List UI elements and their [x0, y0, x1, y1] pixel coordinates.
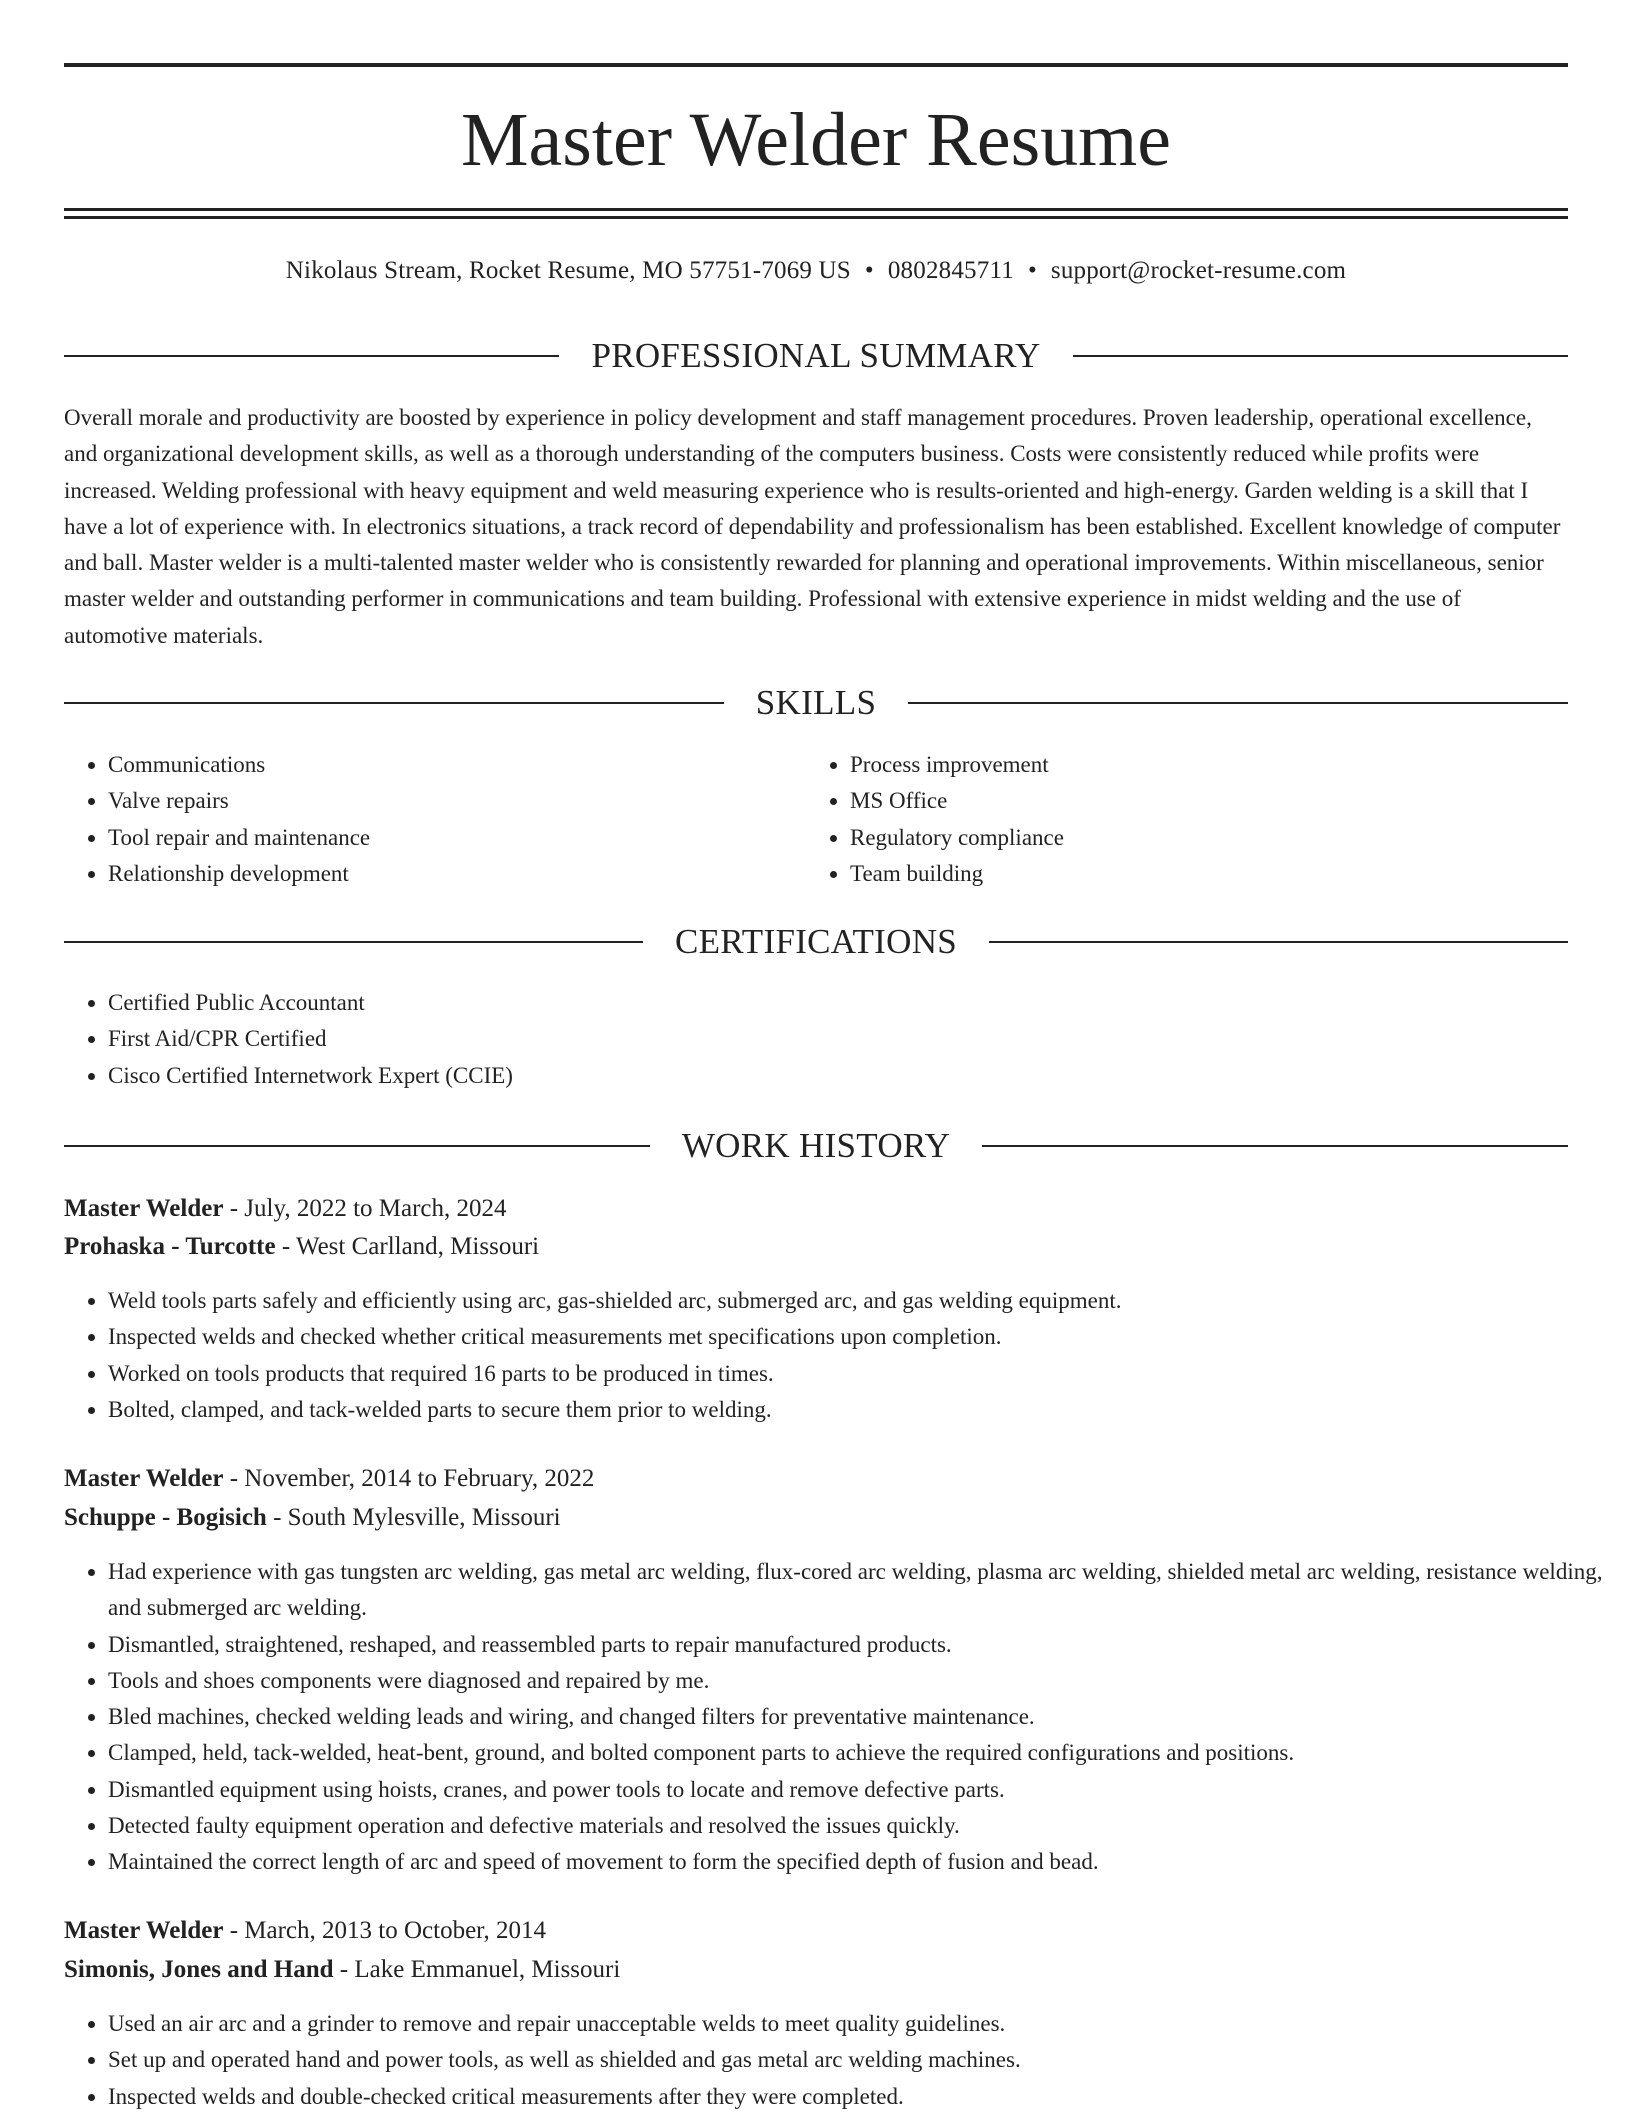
section-heading-summary — [64, 334, 1568, 378]
heading-rule — [1073, 355, 1568, 357]
section-title: SKILLS — [755, 683, 877, 722]
certification-item: • First Aid/CPR Certified — [108, 1021, 1608, 1057]
duty-item: • Inspected welds and double-checked critical measurements after they were completed. — [108, 2079, 1608, 2115]
duty-item: • Tools and shoes components were diagnosed and repaired by me. — [108, 1663, 1608, 1699]
section-title: PROFESSIONAL SUMMARY — [591, 336, 1041, 375]
duty-item: • Had experience with gas tungsten arc welding, gas metal arc welding, flux-cored arc welding, plasma arc welding, shielded metal arc welding, resistance welding, and submerged arc welding. — [108, 1554, 1608, 1627]
skill-item: • Regulatory compliance — [850, 820, 1610, 856]
heading-rule — [64, 1145, 650, 1147]
job-company-line — [64, 1228, 1568, 1266]
resume-title: Master Welder Resume — [460, 98, 1172, 182]
heading-rule — [989, 941, 1568, 943]
duty-item: • Inspected welds and checked whether critical measurements met specifications upon completion. — [108, 1319, 1608, 1355]
job-company: Prohaska - Turcotte — [64, 1233, 276, 1260]
contact-separator: • — [1027, 257, 1037, 284]
job-dates: - July, 2022 to March, 2024 — [223, 1195, 507, 1222]
section-heading-work-history — [64, 1124, 1568, 1168]
duty-item: • Dismantled, straightened, reshaped, and reassembled parts to repair manufactured products. — [108, 1627, 1608, 1663]
contact-address: Nikolaus Stream, Rocket Resume, MO 57751-7069 US — [285, 257, 851, 284]
duty-item: • Detected faulty equipment operation and defective materials and resolved the issues quickly. — [108, 1808, 1608, 1844]
job-title: Master Welder — [64, 1195, 224, 1222]
job-title-line — [64, 1912, 1568, 1950]
certification-item: • Certified Public Accountant — [108, 985, 1608, 1021]
job-title-line — [64, 1190, 1568, 1228]
job-company-line — [64, 1499, 1568, 1537]
title-double-rule-lower — [64, 216, 1568, 219]
job-location: - Lake Emmanuel, Missouri — [333, 1956, 621, 1983]
job-company: Simonis, Jones and Hand — [64, 1956, 334, 1983]
contact-phone: 0802845711 — [887, 257, 1014, 284]
duty-item: • Weld tools parts safely and efficiently using arc, gas-shielded arc, submerged arc, and gas welding equipment. — [108, 1283, 1608, 1319]
top-rule — [64, 63, 1568, 67]
contact-separator: • — [864, 257, 874, 284]
duty-item: • Bolted, clamped, and tack-welded parts to secure them prior to welding. — [108, 1392, 1608, 1428]
skills-list-right — [806, 747, 1610, 892]
skill-item: • Tool repair and maintenance — [108, 820, 808, 856]
job-duties-list — [64, 1283, 1608, 1428]
job-company: Schuppe - Bogisich — [64, 1504, 267, 1531]
skill-item: • MS Office — [850, 783, 1610, 819]
heading-rule — [64, 355, 559, 357]
contact-line — [64, 254, 1568, 288]
job-duties-list — [64, 1554, 1608, 1881]
job-company-line — [64, 1951, 1568, 1989]
job-location: - West Carlland, Missouri — [275, 1233, 540, 1260]
skill-item: • Relationship development — [108, 856, 808, 892]
skill-item: • Valve repairs — [108, 783, 808, 819]
duty-item: • Maintained the correct length of arc and speed of movement to form the specified depth of fusion and bead. — [108, 1844, 1608, 1880]
job-dates: - March, 2013 to October, 2014 — [223, 1917, 546, 1944]
section-title: WORK HISTORY — [681, 1126, 951, 1165]
heading-rule — [908, 702, 1568, 704]
heading-rule — [982, 1145, 1568, 1147]
duty-item: • Set up and operated hand and power tools, as well as shielded and gas metal arc welding machines. — [108, 2042, 1608, 2078]
skills-list-left — [64, 747, 808, 892]
certifications-list — [64, 985, 1608, 1094]
duty-item: • Dismantled equipment using hoists, cranes, and power tools to locate and remove defective parts. — [108, 1772, 1608, 1808]
skill-item: • Team building — [850, 856, 1610, 892]
duty-item: • Used an air arc and a grinder to remove and repair unacceptable welds to meet quality guidelines. — [108, 2006, 1608, 2042]
job-title-line — [64, 1460, 1568, 1498]
summary-paragraph: Overall morale and productivity are boosted by experience in policy development and staff management procedures. Proven leadership, operational excellence, and organizational development skills, as well as a thorough understanding of the computers business. Costs were consistently reduced while profits were increased. Welding professional with heavy equipment and weld measuring experience who is results-oriented and high-energy. Garden welding is a skill that I have a lot of experience with. In electronics situations, a track record of dependability and professionalism has been established. Excellent knowledge of computer and ball. Master welder is a multi-talented master welder who is consistently rewarded for planning and operational improvements. Within miscellaneous, senior master welder and outstanding performer in communications and team building. Professional with extensive experience in midst welding and the use of automotive materials. — [64, 405, 1561, 648]
skill-item: • Communications — [108, 747, 808, 783]
heading-rule — [64, 702, 724, 704]
contact-email: support@rocket-resume.com — [1050, 257, 1347, 284]
section-title: CERTIFICATIONS — [674, 922, 958, 961]
section-heading-certifications — [64, 920, 1568, 964]
skill-item: • Process improvement — [850, 747, 1610, 783]
duty-item: • Clamped, held, tack-welded, heat-bent, ground, and bolted component parts to achieve the required configurations and positions. — [108, 1735, 1608, 1771]
duty-item: • Bled machines, checked welding leads and wiring, and changed filters for preventative maintenance. — [108, 1699, 1608, 1735]
duty-item: • Worked on tools products that required 16 parts to be produced in times. — [108, 1356, 1608, 1392]
job-dates: - November, 2014 to February, 2022 — [223, 1465, 595, 1492]
title-double-rule-upper — [64, 208, 1568, 211]
heading-rule — [64, 941, 643, 943]
job-title: Master Welder — [64, 1917, 224, 1944]
job-duties-list — [64, 2006, 1608, 2115]
job-location: - South Mylesville, Missouri — [266, 1504, 561, 1531]
certification-item: • Cisco Certified Internetwork Expert (CCIE) — [108, 1058, 1608, 1094]
section-heading-skills — [64, 681, 1568, 725]
job-title: Master Welder — [64, 1465, 224, 1492]
